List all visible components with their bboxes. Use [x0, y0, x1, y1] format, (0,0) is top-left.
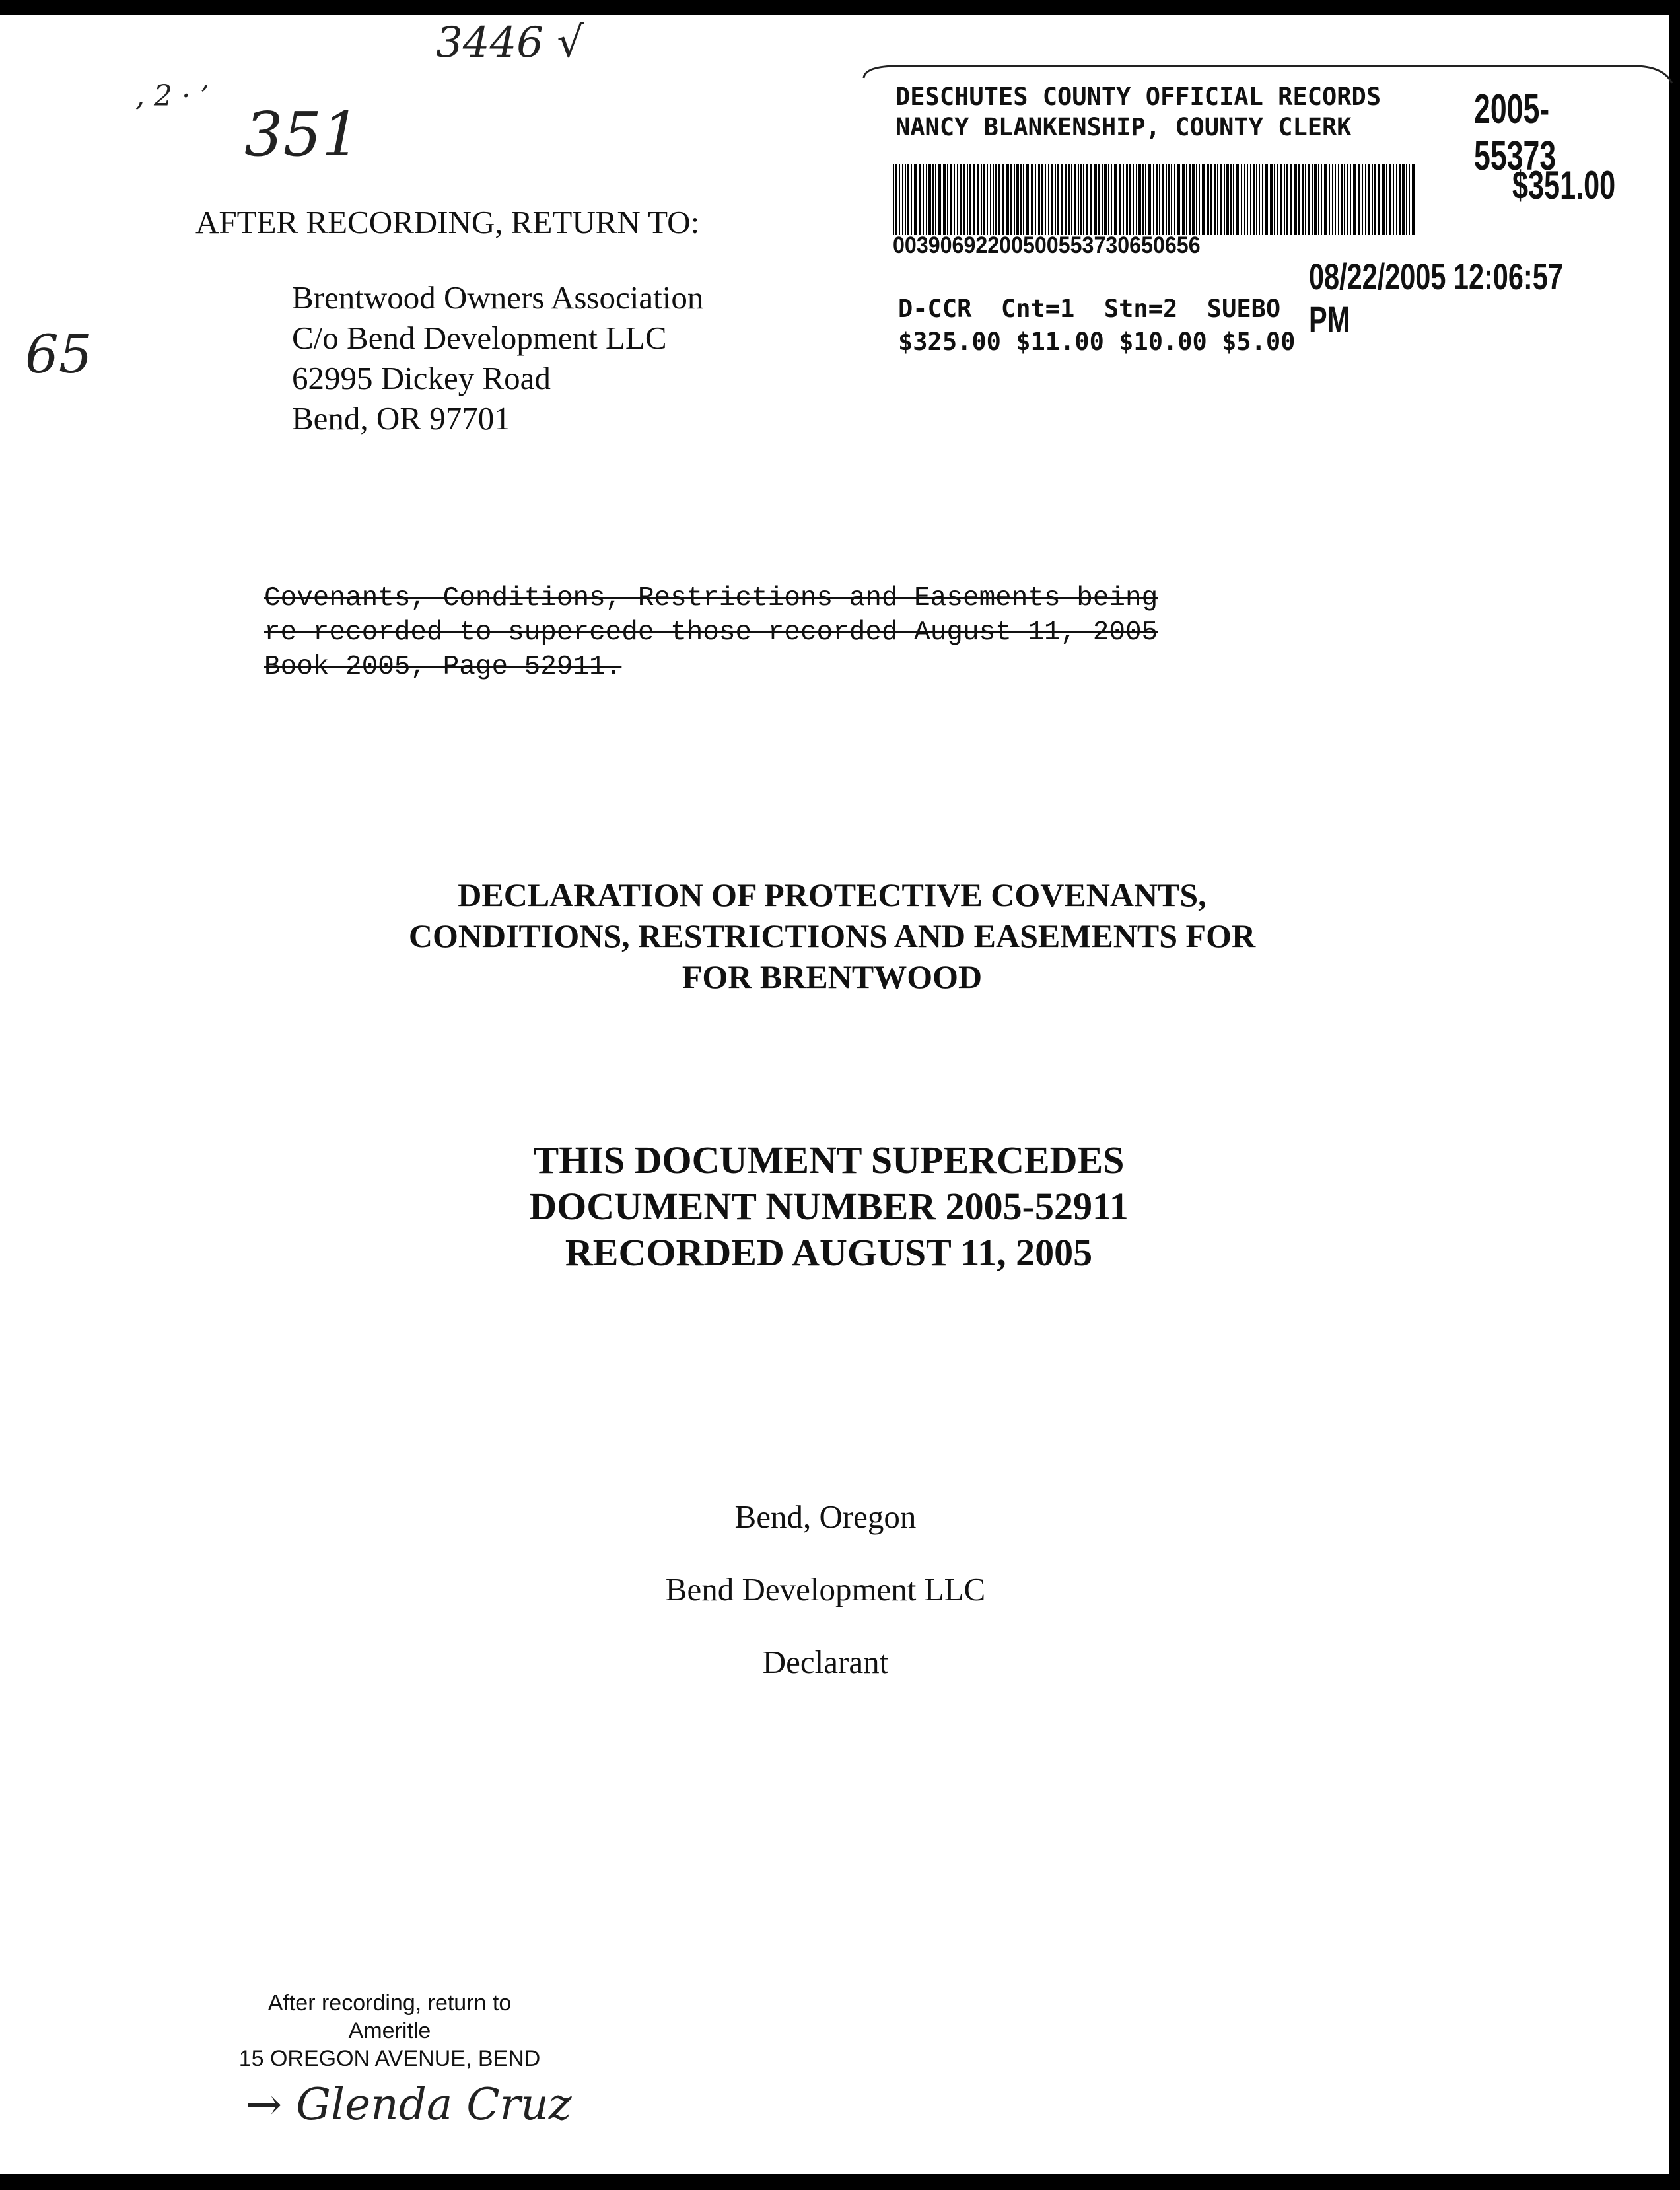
barcode-bar: [1294, 164, 1297, 235]
barcode-bar: [1071, 164, 1072, 235]
barcode-bar: [1026, 164, 1029, 235]
barcode-bar: [1156, 164, 1158, 235]
barcode-bar: [981, 164, 982, 235]
barcode-bar: [1210, 164, 1212, 235]
address-line: C/o Bend Development LLC: [292, 320, 667, 356]
barcode-bar: [1312, 164, 1313, 235]
barcode-bar: [1378, 164, 1380, 235]
scan-top-edge: [0, 0, 1680, 15]
barcode-bar: [1086, 164, 1088, 235]
barcode-bar: [1262, 164, 1263, 235]
barcode-bar: [1270, 164, 1273, 235]
declarant-location: Bend, Oregon: [734, 1499, 917, 1535]
barcode-bar: [1057, 164, 1059, 235]
barcode-bar: [1080, 164, 1082, 235]
barcode-bar: [960, 164, 962, 235]
declarant-role: Declarant: [762, 1644, 889, 1680]
barcode-bar: [963, 164, 965, 235]
title-line: CONDITIONS, RESTRICTIONS AND EASEMENTS FOR: [408, 917, 1256, 954]
barcode-bar: [967, 164, 968, 235]
barcode-bar: [1111, 164, 1112, 235]
barcode-bar: [1338, 164, 1339, 235]
barcode-bar: [1166, 164, 1167, 235]
recording-office: [895, 82, 1381, 143]
barcode-bar: [1202, 164, 1205, 235]
scan-bottom-edge: [0, 2174, 1680, 2190]
total-fee: $351.00: [1512, 163, 1616, 207]
barcode-bar: [1126, 164, 1128, 235]
barcode-bar: [1129, 164, 1131, 235]
barcode-bar: [1247, 164, 1248, 235]
barcode-bar: [954, 164, 955, 235]
barcode-bar: [911, 164, 912, 235]
barcode-bar: [1314, 164, 1317, 235]
barcode-bar: [1186, 164, 1187, 235]
barcode-bar: [1250, 164, 1251, 235]
barcode: [893, 164, 1416, 235]
barcode-bar: [1256, 164, 1257, 235]
barcode-bar: [1174, 164, 1175, 235]
barcode-bar: [1224, 164, 1225, 235]
barcode-bar: [983, 164, 985, 235]
barcode-bar: [1041, 164, 1043, 235]
barcode-bar: [1286, 164, 1288, 235]
barcode-bar: [1389, 164, 1391, 235]
barcode-bar: [1016, 164, 1019, 235]
barcode-bar: [1142, 164, 1144, 235]
barcode-bar: [990, 164, 991, 235]
address-line: 62995 Dickey Road: [292, 360, 551, 396]
barcode-bar: [1308, 164, 1310, 235]
barcode-bar: [1133, 164, 1134, 235]
barcode-bar: [1055, 164, 1056, 235]
barcode-bar: [1298, 164, 1300, 235]
barcode-bar: [1051, 164, 1053, 235]
barcode-bar: [1382, 164, 1385, 235]
handwritten-check: √: [557, 18, 584, 67]
barcode-bar: [1214, 164, 1216, 235]
barcode-bar: [1182, 164, 1185, 235]
barcode-bar: [1412, 164, 1415, 235]
barcode-bar: [1284, 164, 1285, 235]
barcode-bar: [1265, 164, 1268, 235]
barcode-bar: [995, 164, 997, 235]
barcode-bar: [1177, 164, 1180, 235]
barcode-bar: [1023, 164, 1024, 235]
stamp-line: 15 OREGON AVENUE, BEND: [238, 2046, 541, 2071]
barcode-bar: [899, 164, 900, 235]
barcode-bar: [993, 164, 994, 235]
barcode-bar: [1259, 164, 1260, 235]
barcode-bar: [907, 164, 909, 235]
barcode-bar: [1114, 164, 1117, 235]
handwritten-fee-note: 351: [244, 99, 361, 170]
barcode-bar: [893, 164, 894, 235]
barcode-bar: [1244, 164, 1245, 235]
barcode-bar: [987, 164, 988, 235]
barcode-bar: [1335, 164, 1336, 235]
barcode-bar: [1324, 164, 1327, 235]
barcode-bar: [1045, 164, 1046, 235]
barcode-bar: [1280, 164, 1282, 235]
office-line: NANCY BLANKENSHIP, COUNTY CLERK: [895, 113, 1352, 141]
barcode-bar: [1350, 164, 1351, 235]
barcode-bar: [923, 164, 924, 235]
barcode-bar: [902, 164, 903, 235]
barcode-bar: [905, 164, 906, 235]
address-line: Bend, OR 97701: [292, 400, 510, 437]
handwritten-top-number: 3446 √: [436, 18, 584, 67]
barcode-bar: [947, 164, 948, 235]
handwritten-marks: , 2 · ’: [135, 79, 209, 113]
barcode-bar: [1068, 164, 1070, 235]
barcode-bar: [1302, 164, 1304, 235]
barcode-bar: [1230, 164, 1232, 235]
barcode-bar: [938, 164, 941, 235]
struck-note-line: re-recorded to supercede those recorded August 11, 2005: [264, 618, 1158, 648]
supersedes-notice: [396, 1137, 1261, 1276]
barcode-bar: [1409, 164, 1410, 235]
barcode-bar: [1094, 164, 1097, 235]
barcode-bar: [1145, 164, 1146, 235]
barcode-bar: [1108, 164, 1109, 235]
barcode-bar: [1102, 164, 1103, 235]
supersedes-line: RECORDED AUGUST 11, 2005: [565, 1231, 1093, 1274]
barcode-bar: [943, 164, 946, 235]
barcode-bar: [1168, 164, 1170, 235]
barcode-bar: [1344, 164, 1345, 235]
barcode-bar: [1274, 164, 1275, 235]
barcode-bar: [1074, 164, 1076, 235]
supersedes-line: DOCUMENT NUMBER 2005-52911: [529, 1185, 1129, 1228]
barcode-bar: [1207, 164, 1209, 235]
barcode-bar: [1347, 164, 1348, 235]
barcode-bar: [1065, 164, 1067, 235]
barcode-bar: [1153, 164, 1154, 235]
declarant-company: Bend Development LLC: [665, 1571, 986, 1607]
barcode-bar: [1393, 164, 1394, 235]
barcode-bar: [1290, 164, 1292, 235]
recording-fees: $325.00 $11.00 $10.00 $5.00: [898, 328, 1296, 356]
barcode-bar: [1048, 164, 1049, 235]
supersedes-line: THIS DOCUMENT SUPERCEDES: [533, 1139, 1125, 1182]
barcode-bar: [926, 164, 927, 235]
barcode-bar: [919, 164, 921, 235]
barcode-bar: [1119, 164, 1121, 235]
document-number: 2005-55373: [1474, 87, 1557, 179]
barcode-bar: [1189, 164, 1191, 235]
ameritle-stamp: [225, 1989, 555, 2072]
barcode-bar: [1236, 164, 1239, 235]
barcode-bar: [1083, 164, 1084, 235]
recording-codes: D-CCR Cnt=1 Stn=2 SUEBO: [898, 295, 1281, 323]
struck-note-line: Covenants, Conditions, Restrictions and Easements being: [264, 583, 1158, 614]
barcode-bar: [950, 164, 952, 235]
barcode-bar: [1020, 164, 1022, 235]
barcode-bar: [1368, 164, 1370, 235]
barcode-bar: [1061, 164, 1063, 235]
barcode-bar: [1217, 164, 1218, 235]
barcode-bar: [914, 164, 917, 235]
barcode-bar: [1318, 164, 1319, 235]
barcode-bar: [895, 164, 897, 235]
struck-note: [264, 581, 1158, 684]
recording-datetime: 08/22/2005 12:06:57 PM: [1309, 256, 1563, 340]
barcode-bar: [1078, 164, 1079, 235]
barcode-bar: [1196, 164, 1197, 235]
address-line: Brentwood Owners Association: [292, 279, 704, 316]
office-line: DESCHUTES COUNTY OFFICIAL RECORDS: [895, 83, 1382, 111]
barcode-bar: [1192, 164, 1195, 235]
return-heading: AFTER RECORDING, RETURN TO:: [195, 204, 700, 240]
barcode-bar: [1090, 164, 1092, 235]
barcode-bar: [1372, 164, 1373, 235]
barcode-bar: [998, 164, 1000, 235]
barcode-bar: [1002, 164, 1004, 235]
stamp-line: After recording, return to: [267, 1991, 512, 2016]
barcode-bar: [1253, 164, 1255, 235]
barcode-bar: [1148, 164, 1151, 235]
struck-note-line: Book 2005, Page 52911.: [264, 652, 622, 682]
barcode-bar: [1159, 164, 1160, 235]
declaration-title: [330, 874, 1334, 997]
barcode-bar: [1374, 164, 1376, 235]
barcode-bar: [1123, 164, 1124, 235]
barcode-bar: [928, 164, 931, 235]
barcode-bar: [973, 164, 975, 235]
barcode-bar: [1220, 164, 1222, 235]
barcode-bar: [935, 164, 936, 235]
barcode-bar: [1362, 164, 1363, 235]
barcode-bar: [1406, 164, 1407, 235]
title-line: DECLARATION OF PROTECTIVE COVENANTS,: [458, 876, 1207, 913]
barcode-bar: [1332, 164, 1333, 235]
barcode-number: 00390692200500553730650656: [893, 232, 1201, 258]
barcode-bar: [1098, 164, 1100, 235]
barcode-bar: [1162, 164, 1164, 235]
barcode-bar: [1329, 164, 1330, 235]
barcode-bar: [1226, 164, 1229, 235]
barcode-bar: [1305, 164, 1306, 235]
barcode-bar: [1396, 164, 1397, 235]
barcode-bar: [1241, 164, 1242, 235]
barcode-bar: [1199, 164, 1200, 235]
barcode-bar: [1353, 164, 1356, 235]
barcode-bar: [1035, 164, 1036, 235]
barcode-bar: [1358, 164, 1360, 235]
barcode-bar: [977, 164, 979, 235]
barcode-bar: [932, 164, 934, 235]
title-line: FOR BRENTWOOD: [682, 958, 983, 995]
barcode-bar: [1277, 164, 1278, 235]
barcode-bar: [1233, 164, 1234, 235]
barcode-bar: [1006, 164, 1009, 235]
barcode-bar: [957, 164, 958, 235]
barcode-bar: [1402, 164, 1405, 235]
barcode-bar: [1171, 164, 1172, 235]
barcode-bar: [1136, 164, 1137, 235]
barcode-bar: [1365, 164, 1366, 235]
barcode-bar: [1321, 164, 1322, 235]
barcode-bar: [1014, 164, 1015, 235]
stamp-border-arc: [858, 58, 1677, 85]
barcode-bar: [1104, 164, 1107, 235]
return-address: [292, 277, 703, 439]
barcode-bar: [969, 164, 971, 235]
barcode-bar: [1138, 164, 1141, 235]
stamp-line: Ameritle: [348, 2018, 431, 2043]
scan-right-edge: [1669, 0, 1680, 2190]
barcode-bar: [1386, 164, 1387, 235]
barcode-bar: [1341, 164, 1343, 235]
handwritten-side-number: 65: [25, 324, 92, 385]
handwritten-name: → Glenda Cruz: [246, 2079, 572, 2130]
barcode-bar: [1399, 164, 1401, 235]
barcode-bar: [1031, 164, 1033, 235]
barcode-bar: [1010, 164, 1012, 235]
barcode-bar: [1038, 164, 1040, 235]
